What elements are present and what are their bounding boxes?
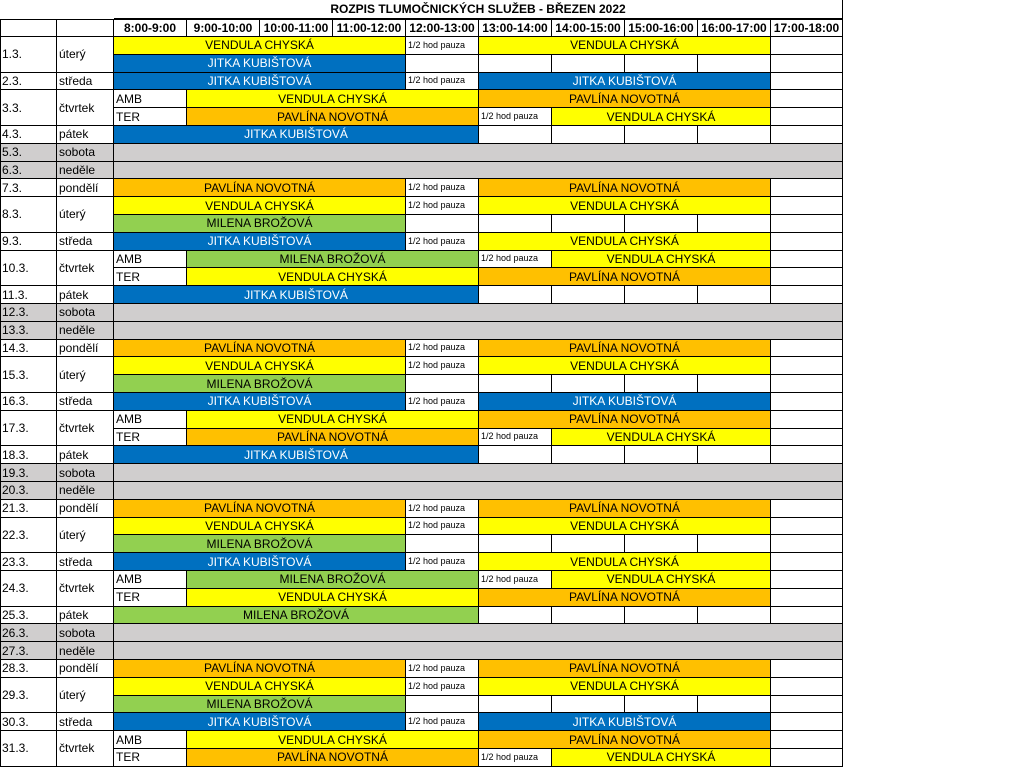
weekday-cell: neděle (57, 482, 114, 500)
empty-slot (698, 55, 771, 73)
hour-header: 14:00-15:00 (552, 19, 625, 37)
hour-header: 9:00-10:00 (187, 19, 260, 37)
interpreter-shift: MILENA BROŽOVÁ (114, 696, 406, 714)
interpreter-shift: PAVLÍNA NOVOTNÁ (479, 411, 771, 429)
pause-cell: 1/2 hod pauza (406, 518, 479, 536)
weekday-cell: neděle (57, 322, 114, 340)
date-cell: 31.3. (0, 731, 57, 767)
shift-type-label: TER (114, 108, 187, 126)
hour-header: 16:00-17:00 (698, 19, 771, 37)
header-day-cell (57, 19, 114, 37)
shift-type-label: AMB (114, 90, 187, 108)
empty-slot (771, 749, 843, 767)
empty-slot (771, 589, 843, 607)
interpreter-shift: JITKA KUBIŠTOVÁ (114, 713, 406, 731)
pause-cell: 1/2 hod pauza (406, 553, 479, 571)
empty-slot (698, 607, 771, 625)
empty-slot (479, 375, 552, 393)
pause-cell: 1/2 hod pauza (479, 749, 552, 767)
empty-slot (479, 215, 552, 233)
empty-slot (771, 197, 843, 215)
weekday-cell: pátek (57, 286, 114, 304)
interpreter-shift: MILENA BROŽOVÁ (114, 607, 479, 625)
weekday-cell: sobota (57, 304, 114, 322)
empty-slot (698, 535, 771, 553)
date-cell: 11.3. (0, 286, 57, 304)
empty-slot (771, 713, 843, 731)
weekend-block (114, 162, 843, 180)
empty-slot (698, 696, 771, 714)
hour-header: 8:00-9:00 (114, 19, 187, 37)
pause-cell: 1/2 hod pauza (406, 678, 479, 696)
date-cell: 17.3. (0, 411, 57, 447)
date-cell: 19.3. (0, 464, 57, 482)
date-cell: 12.3. (0, 304, 57, 322)
empty-slot (625, 375, 698, 393)
date-cell: 30.3. (0, 713, 57, 731)
empty-slot (771, 357, 843, 375)
date-cell: 8.3. (0, 197, 57, 233)
interpreter-shift: VENDULA CHYSKÁ (479, 357, 771, 375)
weekday-cell: čtvrtek (57, 411, 114, 447)
interpreter-shift: MILENA BROŽOVÁ (187, 251, 479, 269)
empty-slot (625, 607, 698, 625)
pause-cell: 1/2 hod pauza (406, 197, 479, 215)
interpreter-shift: JITKA KUBIŠTOVÁ (114, 446, 479, 464)
weekend-block (114, 624, 843, 642)
empty-slot (625, 55, 698, 73)
interpreter-shift: PAVLÍNA NOVOTNÁ (479, 731, 771, 749)
empty-slot (771, 108, 843, 126)
date-cell: 7.3. (0, 179, 57, 197)
interpreter-shift: VENDULA CHYSKÁ (552, 429, 771, 447)
weekday-cell: sobota (57, 464, 114, 482)
date-cell: 20.3. (0, 482, 57, 500)
interpreter-shift: VENDULA CHYSKÁ (114, 37, 406, 55)
interpreter-shift: VENDULA CHYSKÁ (187, 90, 479, 108)
sheet-title: ROZPIS TLUMOČNICKÝCH SLUŽEB - BŘEZEN 2022 (114, 0, 843, 19)
pause-cell: 1/2 hod pauza (406, 500, 479, 518)
empty-slot (625, 126, 698, 144)
hour-header: 13:00-14:00 (479, 19, 552, 37)
empty-slot (406, 535, 479, 553)
shift-type-label: TER (114, 268, 187, 286)
interpreter-shift: VENDULA CHYSKÁ (479, 678, 771, 696)
hour-header: 10:00-11:00 (260, 19, 333, 37)
empty-slot (406, 215, 479, 233)
empty-slot (479, 696, 552, 714)
interpreter-shift: MILENA BROŽOVÁ (114, 375, 406, 393)
empty-slot (771, 179, 843, 197)
shift-type-label: TER (114, 429, 187, 447)
weekday-cell: středa (57, 393, 114, 411)
shift-type-label: TER (114, 749, 187, 767)
pause-cell: 1/2 hod pauza (406, 393, 479, 411)
empty-slot (771, 90, 843, 108)
interpreter-shift: PAVLÍNA NOVOTNÁ (479, 589, 771, 607)
interpreter-shift: PAVLÍNA NOVOTNÁ (114, 179, 406, 197)
empty-slot (552, 55, 625, 73)
empty-slot (771, 251, 843, 269)
interpreter-shift: JITKA KUBIŠTOVÁ (114, 55, 406, 73)
date-cell: 28.3. (0, 660, 57, 678)
date-cell: 21.3. (0, 500, 57, 518)
empty-slot (625, 696, 698, 714)
weekday-cell: středa (57, 713, 114, 731)
empty-slot (552, 535, 625, 553)
empty-slot (771, 535, 843, 553)
empty-slot (698, 446, 771, 464)
empty-slot (479, 126, 552, 144)
date-cell: 10.3. (0, 251, 57, 287)
empty-slot (771, 286, 843, 304)
weekday-cell: čtvrtek (57, 251, 114, 287)
weekday-cell: sobota (57, 144, 114, 162)
empty-slot (771, 696, 843, 714)
interpreter-shift: PAVLÍNA NOVOTNÁ (479, 340, 771, 358)
empty-slot (479, 607, 552, 625)
interpreter-shift: VENDULA CHYSKÁ (552, 108, 771, 126)
weekday-cell: neděle (57, 162, 114, 180)
interpreter-shift: VENDULA CHYSKÁ (552, 749, 771, 767)
date-cell: 15.3. (0, 357, 57, 393)
weekday-cell: čtvrtek (57, 731, 114, 767)
empty-slot (625, 446, 698, 464)
interpreter-shift: VENDULA CHYSKÁ (479, 233, 771, 251)
weekday-cell: pátek (57, 126, 114, 144)
empty-slot (698, 215, 771, 233)
pause-cell: 1/2 hod pauza (406, 713, 479, 731)
interpreter-shift: VENDULA CHYSKÁ (187, 268, 479, 286)
empty-slot (771, 393, 843, 411)
interpreter-shift: JITKA KUBIŠTOVÁ (479, 73, 771, 91)
pause-cell: 1/2 hod pauza (479, 251, 552, 269)
interpreter-shift: PAVLÍNA NOVOTNÁ (187, 108, 479, 126)
interpreter-shift: VENDULA CHYSKÁ (479, 553, 771, 571)
weekend-block (114, 144, 843, 162)
interpreter-shift: PAVLÍNA NOVOTNÁ (479, 500, 771, 518)
interpreter-shift: PAVLÍNA NOVOTNÁ (187, 429, 479, 447)
shift-type-label: TER (114, 589, 187, 607)
weekday-cell: pátek (57, 607, 114, 625)
empty-slot (406, 55, 479, 73)
weekday-cell: pondělí (57, 660, 114, 678)
pause-cell: 1/2 hod pauza (479, 108, 552, 126)
interpreter-shift: PAVLÍNA NOVOTNÁ (114, 340, 406, 358)
interpreter-shift: VENDULA CHYSKÁ (479, 37, 771, 55)
pause-cell: 1/2 hod pauza (406, 37, 479, 55)
empty-slot (406, 375, 479, 393)
empty-slot (625, 215, 698, 233)
weekend-block (114, 642, 843, 660)
header-date-cell (0, 19, 57, 37)
interpreter-shift: JITKA KUBIŠTOVÁ (479, 393, 771, 411)
empty-slot (479, 286, 552, 304)
date-cell: 25.3. (0, 607, 57, 625)
interpreter-shift: VENDULA CHYSKÁ (552, 251, 771, 269)
weekday-cell: úterý (57, 678, 114, 714)
interpreter-shift: MILENA BROŽOVÁ (114, 215, 406, 233)
pause-cell: 1/2 hod pauza (406, 179, 479, 197)
empty-slot (771, 233, 843, 251)
date-cell: 29.3. (0, 678, 57, 714)
weekend-block (114, 304, 843, 322)
weekday-cell: neděle (57, 642, 114, 660)
interpreter-shift: MILENA BROŽOVÁ (114, 535, 406, 553)
empty-slot (406, 696, 479, 714)
interpreter-shift: JITKA KUBIŠTOVÁ (114, 126, 479, 144)
interpreter-shift: JITKA KUBIŠTOVÁ (479, 713, 771, 731)
empty-slot (771, 731, 843, 749)
empty-slot (771, 571, 843, 589)
pause-cell: 1/2 hod pauza (406, 233, 479, 251)
date-cell: 27.3. (0, 642, 57, 660)
empty-slot (552, 446, 625, 464)
interpreter-shift: VENDULA CHYSKÁ (114, 518, 406, 536)
interpreter-shift: VENDULA CHYSKÁ (187, 589, 479, 607)
empty-slot (771, 553, 843, 571)
empty-slot (771, 73, 843, 91)
weekday-cell: čtvrtek (57, 571, 114, 607)
weekday-cell: čtvrtek (57, 90, 114, 126)
empty-slot (552, 215, 625, 233)
empty-slot (698, 286, 771, 304)
interpreter-shift: JITKA KUBIŠTOVÁ (114, 553, 406, 571)
empty-slot (698, 126, 771, 144)
empty-slot (552, 375, 625, 393)
empty-slot (552, 126, 625, 144)
interpreter-shift: PAVLÍNA NOVOTNÁ (114, 660, 406, 678)
weekday-cell: pondělí (57, 340, 114, 358)
interpreter-shift: VENDULA CHYSKÁ (187, 731, 479, 749)
empty-slot (479, 446, 552, 464)
empty-slot (552, 607, 625, 625)
interpreter-shift: VENDULA CHYSKÁ (552, 571, 771, 589)
weekday-cell: středa (57, 73, 114, 91)
empty-slot (625, 286, 698, 304)
date-cell: 6.3. (0, 162, 57, 180)
date-cell: 1.3. (0, 37, 57, 73)
date-cell: 23.3. (0, 553, 57, 571)
shift-type-label: AMB (114, 571, 187, 589)
interpreter-shift: VENDULA CHYSKÁ (479, 197, 771, 215)
shift-type-label: AMB (114, 251, 187, 269)
weekday-cell: středa (57, 233, 114, 251)
weekday-cell: úterý (57, 357, 114, 393)
date-cell: 14.3. (0, 340, 57, 358)
date-cell: 4.3. (0, 126, 57, 144)
hour-header: 12:00-13:00 (406, 19, 479, 37)
interpreter-shift: JITKA KUBIŠTOVÁ (114, 286, 479, 304)
empty-slot (771, 429, 843, 447)
interpreter-shift: MILENA BROŽOVÁ (187, 571, 479, 589)
empty-slot (771, 518, 843, 536)
date-cell: 5.3. (0, 144, 57, 162)
shift-type-label: AMB (114, 411, 187, 429)
interpreter-shift: PAVLÍNA NOVOTNÁ (187, 749, 479, 767)
interpreter-shift: JITKA KUBIŠTOVÁ (114, 233, 406, 251)
pause-cell: 1/2 hod pauza (406, 660, 479, 678)
empty-slot (771, 446, 843, 464)
hour-header: 11:00-12:00 (333, 19, 406, 37)
empty-slot (771, 126, 843, 144)
weekend-block (114, 482, 843, 500)
weekday-cell: úterý (57, 37, 114, 73)
weekend-block (114, 464, 843, 482)
date-cell: 16.3. (0, 393, 57, 411)
date-cell: 2.3. (0, 73, 57, 91)
empty-slot (625, 535, 698, 553)
pause-cell: 1/2 hod pauza (479, 571, 552, 589)
interpreter-shift: PAVLÍNA NOVOTNÁ (479, 179, 771, 197)
date-cell: 26.3. (0, 624, 57, 642)
weekend-block (114, 322, 843, 340)
empty-slot (771, 268, 843, 286)
weekday-cell: sobota (57, 624, 114, 642)
interpreter-shift: JITKA KUBIŠTOVÁ (114, 393, 406, 411)
empty-slot (552, 696, 625, 714)
date-cell: 3.3. (0, 90, 57, 126)
empty-slot (771, 607, 843, 625)
empty-slot (552, 286, 625, 304)
empty-slot (479, 55, 552, 73)
empty-slot (698, 375, 771, 393)
hour-header: 15:00-16:00 (625, 19, 698, 37)
interpreter-shift: VENDULA CHYSKÁ (114, 678, 406, 696)
hour-header: 17:00-18:00 (771, 19, 843, 37)
weekday-cell: středa (57, 553, 114, 571)
interpreter-shift: JITKA KUBIŠTOVÁ (114, 73, 406, 91)
weekday-cell: úterý (57, 518, 114, 554)
empty-slot (771, 411, 843, 429)
pause-cell: 1/2 hod pauza (406, 73, 479, 91)
weekday-cell: úterý (57, 197, 114, 233)
interpreter-shift: VENDULA CHYSKÁ (479, 518, 771, 536)
empty-slot (771, 678, 843, 696)
empty-slot (771, 215, 843, 233)
weekday-cell: pátek (57, 446, 114, 464)
empty-slot (771, 37, 843, 55)
weekday-cell: pondělí (57, 500, 114, 518)
interpreter-shift: VENDULA CHYSKÁ (114, 357, 406, 375)
empty-slot (771, 55, 843, 73)
empty-slot (479, 535, 552, 553)
pause-cell: 1/2 hod pauza (406, 340, 479, 358)
date-cell: 9.3. (0, 233, 57, 251)
interpreter-shift: PAVLÍNA NOVOTNÁ (479, 660, 771, 678)
weekday-cell: pondělí (57, 179, 114, 197)
empty-slot (771, 340, 843, 358)
empty-slot (771, 375, 843, 393)
date-cell: 22.3. (0, 518, 57, 554)
interpreter-shift: VENDULA CHYSKÁ (187, 411, 479, 429)
shift-type-label: AMB (114, 731, 187, 749)
empty-slot (771, 660, 843, 678)
interpreter-shift: VENDULA CHYSKÁ (114, 197, 406, 215)
date-cell: 24.3. (0, 571, 57, 607)
interpreter-shift: PAVLÍNA NOVOTNÁ (479, 268, 771, 286)
date-cell: 13.3. (0, 322, 57, 340)
pause-cell: 1/2 hod pauza (479, 429, 552, 447)
date-cell: 18.3. (0, 446, 57, 464)
interpreter-shift: PAVLÍNA NOVOTNÁ (479, 90, 771, 108)
pause-cell: 1/2 hod pauza (406, 357, 479, 375)
empty-slot (771, 500, 843, 518)
interpreter-shift: PAVLÍNA NOVOTNÁ (114, 500, 406, 518)
